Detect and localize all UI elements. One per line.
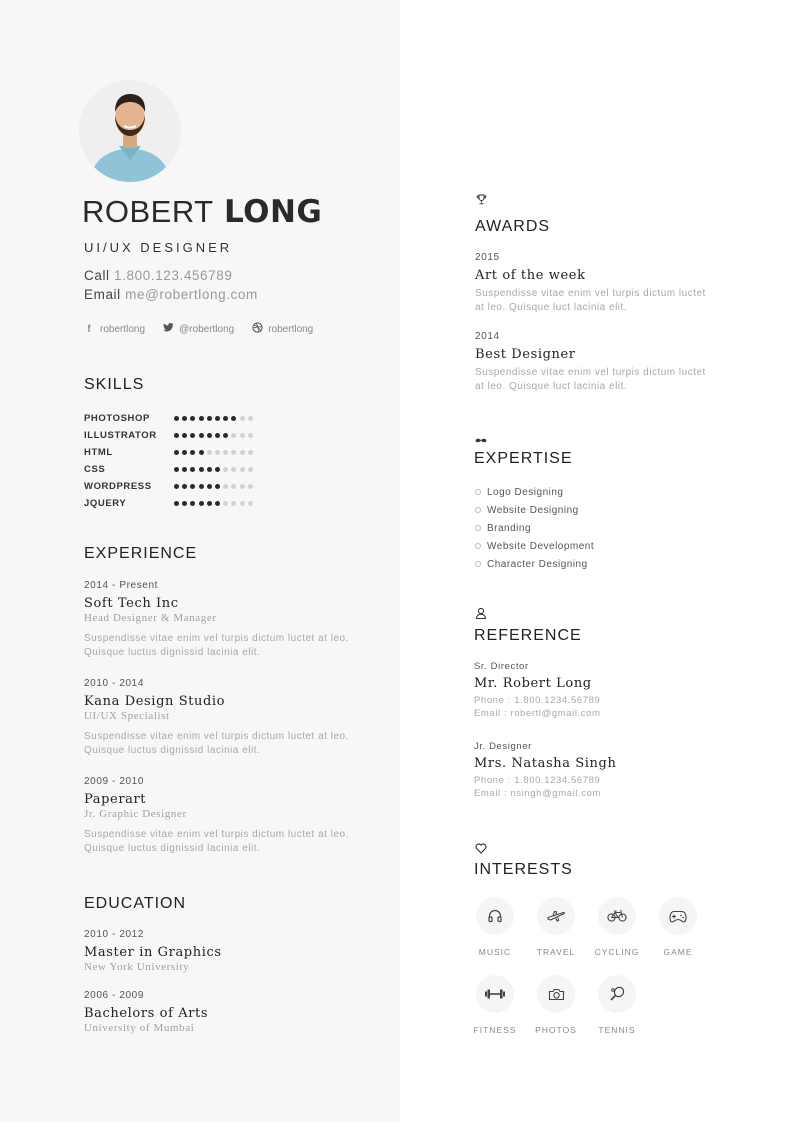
skill-dot-filled	[199, 433, 204, 438]
entry-company: Paperart	[84, 792, 147, 807]
skill-dot-empty	[207, 450, 212, 455]
bicycle-icon	[598, 897, 636, 935]
skill-dot-empty	[240, 501, 245, 506]
skill-dot-filled	[182, 450, 187, 455]
skill-dot-filled	[215, 484, 220, 489]
avatar	[79, 80, 181, 182]
award-year: 2015	[475, 252, 500, 263]
skill-dot-empty	[231, 450, 236, 455]
entry-period: 2010 - 2012	[84, 929, 144, 940]
skill-dot-filled	[182, 416, 187, 421]
skill-name: PHOTOSHOP	[84, 413, 150, 424]
education-entry	[84, 990, 374, 1034]
interest-label: GAME	[663, 947, 693, 957]
skill-dot-filled	[207, 433, 212, 438]
job-title: UI/UX DESIGNER	[84, 240, 233, 255]
contact-phone	[84, 268, 232, 283]
skill-dot-filled	[215, 433, 220, 438]
email-value[interactable]: me@robertlong.com	[125, 287, 258, 302]
skill-dot-filled	[182, 484, 187, 489]
tennis-racket-icon	[598, 975, 636, 1013]
skill-dot-filled	[199, 467, 204, 472]
skill-dot-filled	[174, 501, 179, 506]
first-name: ROBERT	[82, 194, 214, 229]
skill-level-meter	[174, 416, 253, 421]
award-name: Best Designer	[475, 347, 576, 362]
skill-dot-empty	[248, 433, 253, 438]
last-name: LONG	[223, 194, 323, 230]
heart-icon	[475, 843, 487, 857]
entry-role: Head Designer & Manager	[84, 612, 217, 624]
experience-entry	[84, 776, 374, 856]
facebook-icon: f	[87, 323, 91, 335]
dribbble-icon	[252, 322, 262, 336]
camera-icon	[537, 975, 575, 1013]
interest-travel	[526, 897, 586, 957]
skill-row	[84, 461, 253, 478]
skill-dot-empty	[215, 450, 220, 455]
skill-dot-filled	[174, 450, 179, 455]
skill-dot-empty	[231, 484, 236, 489]
skill-row	[84, 410, 253, 427]
skill-dot-empty	[223, 501, 228, 506]
education-entry	[84, 929, 374, 973]
skill-dot-empty	[240, 433, 245, 438]
experience-entry	[84, 580, 374, 660]
skill-dot-filled	[223, 433, 228, 438]
interest-tennis	[587, 975, 647, 1035]
interest-label: PHOTOS	[535, 1025, 577, 1035]
interest-game	[648, 897, 708, 957]
interest-photos	[526, 975, 586, 1035]
entry-company: Kana Design Studio	[84, 694, 226, 709]
entry-degree: Master in Graphics	[84, 945, 222, 960]
entry-period: 2014 - Present	[84, 580, 158, 591]
social-dribbble[interactable]	[252, 322, 313, 336]
social-handle: robertlong	[100, 323, 146, 335]
skill-dot-filled	[190, 433, 195, 438]
skill-level-meter	[174, 484, 253, 489]
award-entry	[475, 331, 715, 394]
skill-dot-empty	[248, 450, 253, 455]
skill-dot-filled	[190, 450, 195, 455]
skill-level-meter	[174, 450, 253, 455]
airplane-icon	[537, 897, 575, 935]
skill-dot-filled	[215, 416, 220, 421]
contact-label: Email	[84, 287, 121, 302]
skill-dot-empty	[223, 484, 228, 489]
skill-level-meter	[174, 433, 253, 438]
entry-period: 2009 - 2010	[84, 776, 144, 787]
expertise-list	[475, 483, 594, 573]
entry-role: Jr. Graphic Designer	[84, 808, 187, 820]
interest-label: TRAVEL	[536, 947, 576, 957]
interest-music	[465, 897, 525, 957]
entry-school: University of Mumbai	[84, 1022, 195, 1034]
entry-description: Suspendisse vitae enim vel turpis dictum luctet at leo. Quisque luctus dignissid lacinia elit.	[84, 731, 349, 756]
social-handle: @robertlong	[179, 323, 235, 335]
skill-level-meter	[174, 467, 253, 472]
reference-email[interactable]: Email : nsingh@gmail.com	[474, 788, 601, 799]
skill-dot-filled	[199, 484, 204, 489]
skill-level-meter	[174, 501, 253, 506]
skill-dot-filled	[190, 467, 195, 472]
skill-dot-filled	[190, 501, 195, 506]
expertise-item: Branding	[475, 519, 594, 537]
reference-name: Mr. Robert Long	[474, 676, 592, 691]
skill-dot-filled	[207, 501, 212, 506]
reference-phone: Phone : 1.800.1234.56789	[474, 695, 601, 706]
skill-dot-empty	[240, 484, 245, 489]
skill-dot-filled	[199, 416, 204, 421]
skill-name: CSS	[84, 464, 106, 475]
entry-description: Suspendisse vitae enim vel turpis dictum luctet at leo. Quisque luctus dignissid lacinia elit.	[84, 633, 349, 658]
interest-label: CYCLING	[594, 947, 640, 957]
entry-degree: Bachelors of Arts	[84, 1006, 209, 1021]
skill-dot-filled	[182, 433, 187, 438]
reference-title: REFERENCE	[474, 627, 582, 644]
reference-role: Jr. Designer	[474, 741, 532, 752]
skill-dot-filled	[223, 416, 228, 421]
person-icon	[475, 607, 487, 622]
phone-value[interactable]: 1.800.123.456789	[114, 268, 233, 283]
award-description: Suspendisse vitae enim vel turpis dictum luctet at leo. Quisque luct lacinia elit.	[475, 367, 706, 392]
experience-title: EXPERIENCE	[84, 545, 198, 562]
awards-title: AWARDS	[475, 218, 551, 235]
skill-dot-empty	[231, 467, 236, 472]
full-name	[82, 194, 322, 230]
skill-dot-filled	[174, 416, 179, 421]
skill-row	[84, 495, 253, 512]
skill-dot-empty	[248, 467, 253, 472]
contact-label: Call	[84, 268, 110, 283]
expertise-title: EXPERTISE	[474, 450, 573, 467]
entry-period: 2010 - 2014	[84, 678, 144, 689]
social-facebook[interactable]	[84, 322, 145, 336]
gamepad-icon	[659, 897, 697, 935]
skills-title: SKILLS	[84, 376, 145, 393]
interest-label: MUSIC	[478, 947, 512, 957]
skill-dot-filled	[231, 416, 236, 421]
skill-dot-empty	[240, 450, 245, 455]
mustache-icon	[475, 433, 487, 447]
award-name: Art of the week	[475, 268, 586, 283]
entry-school: New York University	[84, 961, 190, 973]
trophy-icon	[476, 194, 487, 208]
interest-cycling	[587, 897, 647, 957]
reference-entry	[474, 661, 754, 719]
skill-dot-empty	[231, 501, 236, 506]
interest-fitness	[465, 975, 525, 1035]
dumbbell-icon	[476, 975, 514, 1013]
headphones-icon	[476, 897, 514, 935]
social-handle: robertlong	[268, 323, 314, 335]
social-twitter[interactable]	[163, 322, 234, 336]
skill-dot-empty	[223, 450, 228, 455]
skill-name: JQUERY	[84, 498, 127, 509]
skill-dot-filled	[174, 433, 179, 438]
reference-email[interactable]: Email : robertl@gmail.com	[474, 708, 601, 719]
skills-list	[84, 410, 253, 512]
education-title: EDUCATION	[84, 895, 187, 912]
skill-dot-empty	[223, 467, 228, 472]
reference-phone: Phone : 1.800.1234.56789	[474, 775, 601, 786]
skill-name: WORDPRESS	[84, 481, 152, 492]
skill-name: ILLUSTRATOR	[84, 430, 157, 441]
expertise-item: Logo Designing	[475, 483, 594, 501]
skill-dot-filled	[207, 467, 212, 472]
skill-dot-empty	[240, 416, 245, 421]
entry-role: UI/UX Specialist	[84, 710, 170, 722]
skill-dot-filled	[182, 467, 187, 472]
skill-dot-empty	[248, 484, 253, 489]
social-links	[84, 322, 313, 336]
skill-dot-filled	[207, 416, 212, 421]
expertise-item: Website Development	[475, 537, 594, 555]
entry-description: Suspendisse vitae enim vel turpis dictum luctet at leo. Quisque luctus dignissid lacinia elit.	[84, 829, 349, 854]
interest-label: TENNIS	[598, 1025, 636, 1035]
skill-row	[84, 478, 253, 495]
contact-email	[84, 287, 258, 302]
skill-dot-empty	[240, 467, 245, 472]
award-description: Suspendisse vitae enim vel turpis dictum luctet at leo. Quisque luct lacinia elit.	[475, 288, 706, 313]
expertise-item: Website Designing	[475, 501, 594, 519]
skill-dot-filled	[182, 501, 187, 506]
skill-dot-filled	[199, 450, 204, 455]
skill-dot-filled	[207, 484, 212, 489]
expertise-item: Character Designing	[475, 555, 594, 573]
interests-title: INTERESTS	[474, 861, 573, 878]
entry-period: 2006 - 2009	[84, 990, 144, 1001]
entry-company: Soft Tech Inc	[84, 596, 179, 611]
skill-name: HTML	[84, 447, 113, 458]
reference-entry	[474, 741, 754, 799]
skill-row	[84, 427, 253, 444]
interest-label: FITNESS	[473, 1025, 517, 1035]
skill-dot-filled	[190, 484, 195, 489]
skill-dot-empty	[248, 501, 253, 506]
skill-dot-empty	[248, 416, 253, 421]
skill-row	[84, 444, 253, 461]
skill-dot-filled	[174, 467, 179, 472]
skill-dot-filled	[199, 501, 204, 506]
award-entry	[475, 252, 715, 315]
skill-dot-filled	[215, 467, 220, 472]
experience-entry	[84, 678, 374, 758]
skill-dot-filled	[215, 501, 220, 506]
reference-name: Mrs. Natasha Singh	[474, 756, 617, 771]
skill-dot-filled	[190, 416, 195, 421]
award-year: 2014	[475, 331, 500, 342]
skill-dot-filled	[174, 484, 179, 489]
twitter-icon	[163, 323, 173, 335]
skill-dot-empty	[231, 433, 236, 438]
reference-role: Sr. Director	[474, 661, 529, 672]
